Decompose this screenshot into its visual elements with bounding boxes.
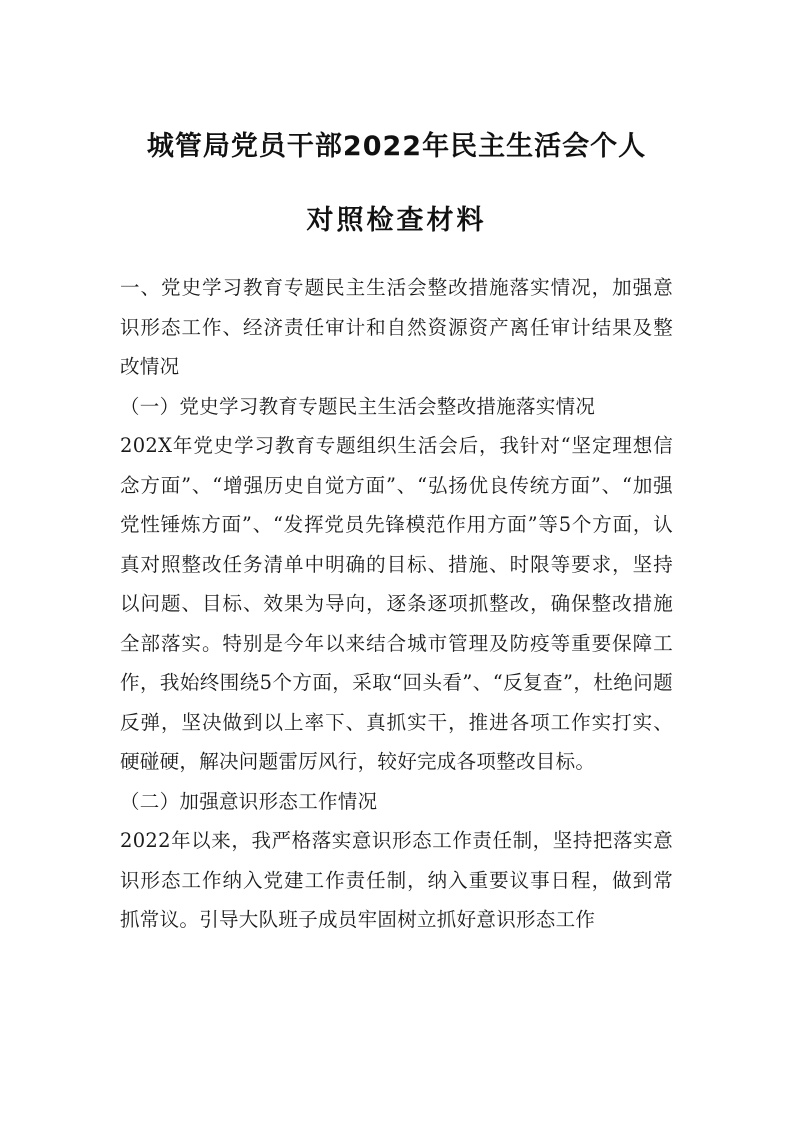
document-title-line-1: 城管局党员干部2022年民主生活会个人 — [146, 131, 647, 162]
document-title-line-2: 对照检查材料 — [306, 205, 487, 236]
paragraph-2: 2022年以来，我严格落实意识形态工作责任制，坚持把落实意识形态工作纳入党建工作责任制，纳入重要议事日程，做到常抓常议。引导大队班子成员牢固树立抓好意识形态工作 — [120, 829, 673, 931]
subsection-heading-1: （一）党史学习教育专题民主生活会整改措施落实情况 — [120, 394, 596, 418]
subsection-heading-2: （二）加强意识形态工作情况 — [120, 789, 378, 813]
document-body — [120, 268, 673, 940]
paragraph-1: 202X年党史学习教育专题组织生活会后，我针对“坚定理想信念方面”、“增强历史自觉方面”、“弘扬优良传统方面”、“加强党性锤炼方面”、“发挥党员先锋模范作用方面”等5个方面，认真对照整改任务清单中明确的目标、措施、时限等要求，坚持以问题、目标、效果为导向，逐条逐项抓整改，确保整改措施全部落实。特别是今年以来结合城市管理及防疫等重要保障工作，我始终围绕5个方面，采取“回头看”、“反复查”，杜绝问题反弹，坚决做到以上率下、真抓实干，推进各项工作实打实、硬碰硬，解决问题雷厉风行，较好完成各项整改目标。 — [120, 434, 673, 773]
section-heading-1: 一、党史学习教育专题民主生活会整改措施落实情况，加强意识形态工作、经济责任审计和自然资源资产离任审计结果及整改情况 — [120, 276, 673, 378]
